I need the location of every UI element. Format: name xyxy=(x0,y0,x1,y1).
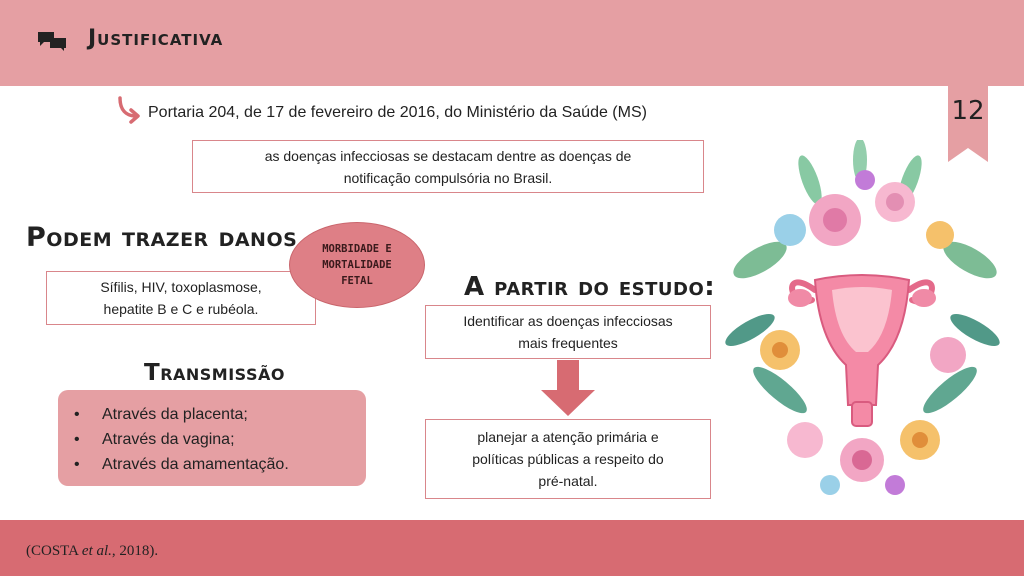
down-arrow-icon xyxy=(541,360,595,416)
diseases-highlight-box xyxy=(192,140,704,193)
page-title: Justificativa xyxy=(88,26,224,51)
plan-line-3: pré-natal. xyxy=(538,473,598,489)
transmission-heading: Transmissão xyxy=(144,360,285,386)
diseases-line-2: notificação compulsória no Brasil. xyxy=(343,169,553,186)
transmission-list xyxy=(70,402,366,477)
disease-list-line-2: hepatite B e C e rubéola. xyxy=(103,301,259,317)
ellipse-line-1: MORBIDADE E xyxy=(322,243,392,255)
ellipse-line-3: FETAL xyxy=(341,275,373,287)
floral-uterus-illustration xyxy=(720,140,1004,510)
citation-italic: et al. xyxy=(81,543,112,559)
chat-bubbles-icon xyxy=(36,30,68,52)
harm-heading: Podem trazer danos xyxy=(26,222,298,253)
plan-line-1: planejar a atenção primária e xyxy=(477,429,659,445)
disease-list-box xyxy=(46,271,316,325)
identify-line-2: mais frequentes xyxy=(518,335,618,351)
identify-box xyxy=(425,305,711,359)
list-item: • Através da amamentação. xyxy=(70,452,366,477)
curved-arrow-icon xyxy=(116,96,142,124)
planning-box xyxy=(425,419,711,499)
diseases-line-1: as doenças infecciosas se destacam dentre as doenças de xyxy=(264,147,632,164)
citation xyxy=(26,543,158,560)
citation-prefix: (COSTA xyxy=(26,543,82,559)
citation-suffix: , 2018). xyxy=(111,543,159,559)
identify-line-1: Identificar as doenças infecciosas xyxy=(463,313,673,329)
page-number-tab xyxy=(948,86,988,148)
law-reference: Portaria 204, de 17 de fevereiro de 2016, do Ministério da Saúde (MS) xyxy=(148,104,647,121)
study-heading: A partir do estudo: xyxy=(464,272,716,302)
page-number: 12 xyxy=(951,96,985,126)
morbidity-ellipse xyxy=(289,222,425,308)
ellipse-line-2: MORTALIDADE xyxy=(322,259,392,271)
disease-list-line-1: Sífilis, HIV, toxoplasmose, xyxy=(100,279,262,295)
list-item: • Através da placenta; xyxy=(70,402,366,427)
list-item: • Através da vagina; xyxy=(70,427,366,452)
plan-line-2: políticas públicas a respeito do xyxy=(472,451,664,467)
transmission-box xyxy=(58,390,366,486)
